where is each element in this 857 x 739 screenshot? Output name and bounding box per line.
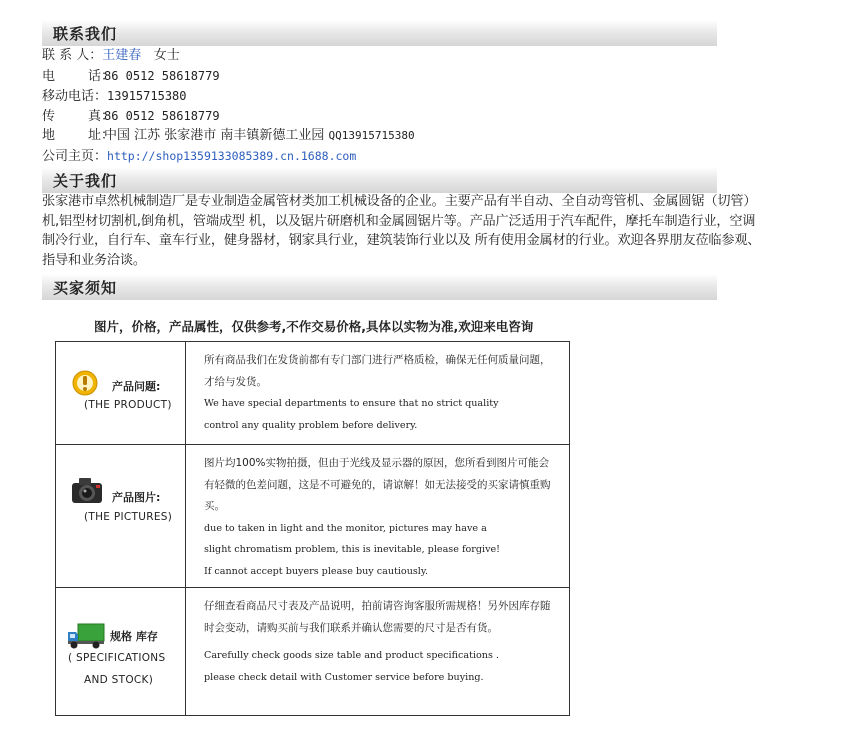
term-en2-pictures: slight chromatism problem, this is inevitable, please forgive! [204,544,501,555]
camera-icon [70,475,104,505]
term-zh-specs: 仔细查看商品尺寸表及产品说明，拍前请咨询客服所需规格！另外因库存随时会变动，请购买前与我们联系并确认您需要的尺寸是否有货。 [204,600,551,634]
fax-value: 86 0512 58618779 [104,109,220,123]
address-value: 中国 江苏 张家港市 南丰镇新德工业园 [104,128,325,143]
term-left-specs [56,588,186,716]
homepage-link[interactable]: http://shop1359133085389.cn.1688.com [107,149,357,163]
address-label: 地 址： [42,128,115,143]
term-en1-specs: Carefully check goods size table and product specifications . [204,650,499,661]
contact-heading: 联系我们 [53,25,118,43]
term-text-product [186,342,570,445]
contact-person-label: 联 系 人： [42,48,103,63]
term-row-product [56,342,570,445]
term-left-product [56,342,186,445]
buyer-heading: 买家须知 [53,279,118,297]
term-label-pictures: 产品图片: [112,491,161,504]
mobile-label: 移动电话： [42,89,108,104]
contact-section-header [42,20,717,46]
term-zh-product: 所有商品我们在发货前都有专门部门进行严格质检，确保无任何质量问题，才给与发货。 [204,354,551,388]
address-line [42,126,415,146]
fax-line [42,106,220,126]
warning-icon [72,370,98,396]
term-zh-pictures: 图片均100%实物拍摄，但由于光线及显示器的原因，您所看到图片可能会有轻微的色差问题，这是不可避免的，请谅解！如无法接受的买家请慎重购买。 [204,457,551,512]
homepage-label: 公司主页： [42,149,108,164]
buyer-notice: 图片，价格，产品属性，仅供参考,不作交易价格,具体以实物为准,欢迎来电咨询 [94,319,534,334]
term-row-pictures [56,445,570,588]
mobile-value: 13915715380 [107,89,187,103]
term-label-specs: 规格 库存 [110,630,158,643]
term-en2-product: control any quality problem before delivery. [204,419,418,431]
address-qq: QQ13915715380 [328,129,415,142]
about-text: 张家港市卓然机械制造厂是专业制造金属管材类加工机械设备的企业。主要产品有半自动、全自动弯管机、金属圆锯（切管）机,铝型材切割机,倒角机，管端成型 机，以及锯片研磨机和金属圆锯片等。产品广泛适用于汽车配件，摩托车制造行业，空调制冷行业，自行车、童车行业，健身器材，钢家具行业，建筑装饰行业以及 所有使用金属材的行业。欢迎各界朋友莅临参观、指导和业务洽谈。 [42,194,761,268]
term-en3-pictures: If cannot accept buyers please buy cautiously. [204,565,429,577]
about-section-header [42,167,717,193]
contact-person-line [42,46,180,66]
term-text-pictures [186,445,570,588]
term-left-pictures [56,445,186,588]
about-heading: 关于我们 [53,172,118,190]
truck-icon [66,622,106,650]
term-en1-product: We have special departments to ensure that no strict quality [204,398,499,409]
term-en2-specs: please check detail with Customer service before buying. [204,671,484,683]
buyer-terms-table [55,341,570,716]
term-sub2-specs: AND STOCK) [84,674,154,686]
term-sub-product: (THE PRODUCT) [84,399,172,411]
mobile-line [42,86,187,106]
contact-person-title: 女士 [153,48,180,63]
phone-label: 电 话： [42,69,115,84]
term-sub-specs: ( SPECIFICATIONS [68,652,166,664]
buyer-section-header [42,274,717,300]
homepage-line [42,146,356,166]
term-text-specs [186,588,570,716]
phone-value: 86 0512 58618779 [104,69,220,83]
phone-line [42,66,220,86]
term-row-specs [56,588,570,716]
contact-person-name[interactable]: 王建春 [102,48,142,63]
term-label-product: 产品问题: [112,380,161,393]
term-en1-pictures: due to taken in light and the monitor, pictures may have a [204,522,487,534]
term-sub-pictures: (THE PICTURES) [84,511,173,523]
fax-label: 传 真： [42,109,115,124]
